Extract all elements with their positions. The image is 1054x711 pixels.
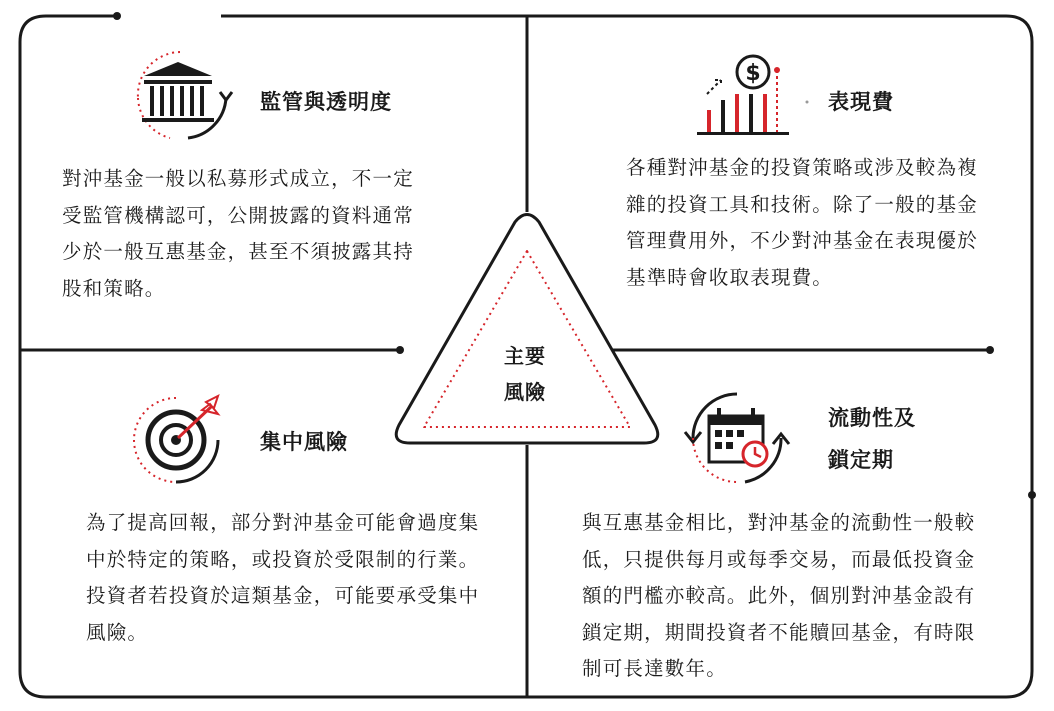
center-label-line1: 主要 [504, 344, 546, 368]
center-label-line2: 風險 [504, 380, 546, 404]
center-label [490, 338, 560, 410]
calendar-clock-icon [681, 390, 801, 486]
bank-building-icon [128, 46, 238, 144]
target-dart-icon [126, 392, 230, 488]
divider-dot [396, 346, 404, 354]
liquidity-title [828, 400, 916, 478]
fees-text: 各種對沖基金的投資策略或涉及較為複雜的投資工具和技術。除了一般的基金管理費用外，不少對沖基金在表現優於基準時會收取表現費。 [626, 156, 978, 289]
divider-dot [986, 346, 994, 354]
concentration-text: 為了提高回報，部分對沖基金可能會過度集中於特定的策略，或投資於受限制的行業。投資者若投資於這類基金，可能要承受集中風險。 [86, 511, 480, 644]
border-dot [1028, 491, 1036, 499]
regulation-text: 對沖基金一般以私募形式成立，不一定受監管機構認可，公開披露的資料通常少於一般互惠基金，甚至不須披露其持股和策略。 [62, 167, 414, 300]
fees-title: 表現費 [828, 90, 894, 114]
svg-text:$: $ [745, 61, 761, 86]
concentration-title: 集中風險 [260, 430, 348, 454]
border-dot [113, 12, 121, 20]
regulation-title: 監管與透明度 [260, 90, 392, 114]
dollar-bar-chart-icon [695, 50, 815, 140]
liquidity-text: 與互惠基金相比，對沖基金的流動性一般較低，只提供每月或每季交易，而最低投資金額的門檻亦較高。此外，個別對沖基金設有鎖定期，期間投資者不能贖回基金，有時限制可長達數年。 [582, 511, 976, 680]
liquidity-title-line1: 流動性及 [828, 406, 916, 430]
liquidity-title-line2: 鎖定期 [828, 448, 894, 472]
